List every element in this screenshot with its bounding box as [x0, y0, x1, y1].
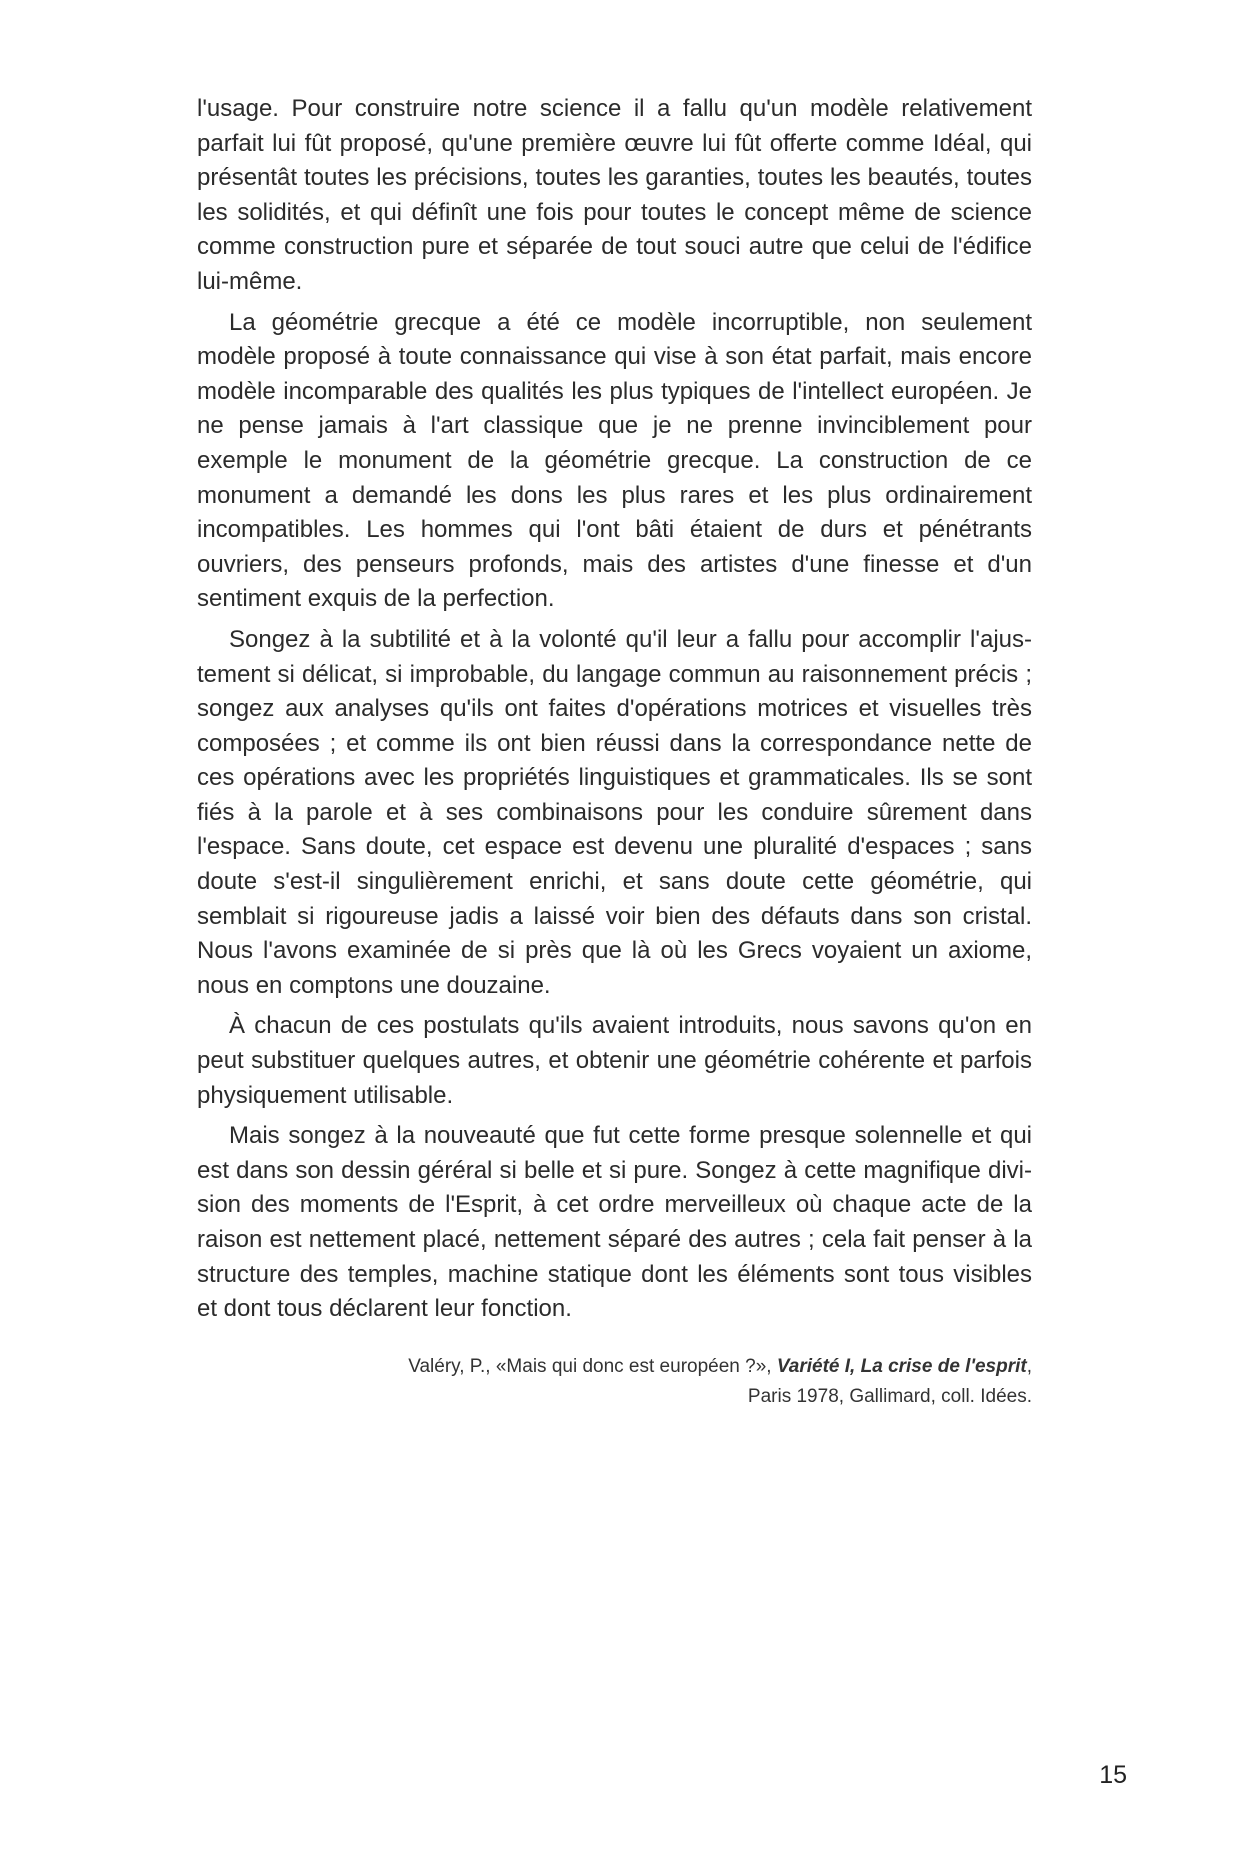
- paragraph-4: À chacun de ces postulats qu'ils avaient introduits, nous savons qu'on en peut substituer quelques autres, et obtenir une géométrie cohérente et parfois physiquement utilisable.: [197, 1012, 1032, 1109]
- citation-work-title: Variété I, La crise de l'esprit: [776, 1356, 1027, 1377]
- paragraph-1: l'usage. Pour construire notre science il a fallu qu'un modèle relativement parfait lui fût proposé, qu'une première œuvre lui fût offerte comme Idéal, qui présentât toutes les précisions, toutes les garanties, toutes les beautés, toutes les solidités, et qui définît une fois pour toutes le concept même de science comme construction pure et séparée de tout souci autre que celui de l'édifice lui-même.: [197, 95, 1032, 295]
- citation-separator: ,: [1026, 1356, 1032, 1377]
- paragraph-2: La géométrie grecque a été ce modèle incorruptible, non seulement modèle proposé à toute connaissance qui vise à son état parfait, mais encore modèle incomparable des qualités les plus typiques de l'intellect européen. Je ne pense jamais à l'art classique que je ne prenne invinciblement pour exemple le monument de la géométrie grecque. La construction de ce monument a demandé les dons les plus rares et les plus ordinairement incompatibles. Les hommes qui l'ont bâti étaient de durs et pénétrants ouvriers, des penseurs profonds, mais des artistes d'une finesse et d'un sentiment exquis de la perfection.: [197, 308, 1032, 613]
- paragraph-3: Songez à la subtilité et à la volonté qu'il leur a fallu pour accomplir l'ajustement si délicat, si improbable, du langage commun au raisonnement précis ; songez aux analyses qu'ils ont faites d'opérations motrices et visuelles très composées ; et comme ils ont bien réussi dans la correspondance nette de ces opérations avec les propriétés linguistiques et grammaticales. Ils se sont fiés à la parole et à ses combinaisons pour les conduire sûrement dans l'espace. Sans doute, cet espace est devenu une pluralité d'espaces ; sans doute s'est-il singulièrement enrichi, et sans doute cette géométrie, qui semblait si rigoureuse jadis a laissé voir bien des défauts dans son cristal. Nous l'avons examinée de si près que là où les Grecs voyaient un axiome, nous en comptons une douzaine.: [197, 625, 1032, 999]
- citation-publication: Paris 1978, Gallimard, coll. Idées.: [747, 1386, 1032, 1407]
- citation-author: Valéry, P., «Mais qui donc est européen ?»,: [408, 1356, 777, 1377]
- page-number: 15: [1099, 1761, 1127, 1789]
- citation-line-1: [332, 1352, 1032, 1382]
- citation: [332, 1352, 1032, 1412]
- paragraph-5: Mais songez à la nouveauté que fut cette forme presque solennelle et qui est dans son dessin géréral si belle et si pure. Songez à cette magnifique division des moments de l'Esprit, à cet ordre merveilleux où chaque acte de la raison est nettement placé, nettement séparé des autres ; cela fait penser à la structure des temples, machine statique dont les éléments sont tous visibles et dont tous déclarent leur fonction.: [197, 1122, 1032, 1323]
- body-text: [197, 92, 1032, 1333]
